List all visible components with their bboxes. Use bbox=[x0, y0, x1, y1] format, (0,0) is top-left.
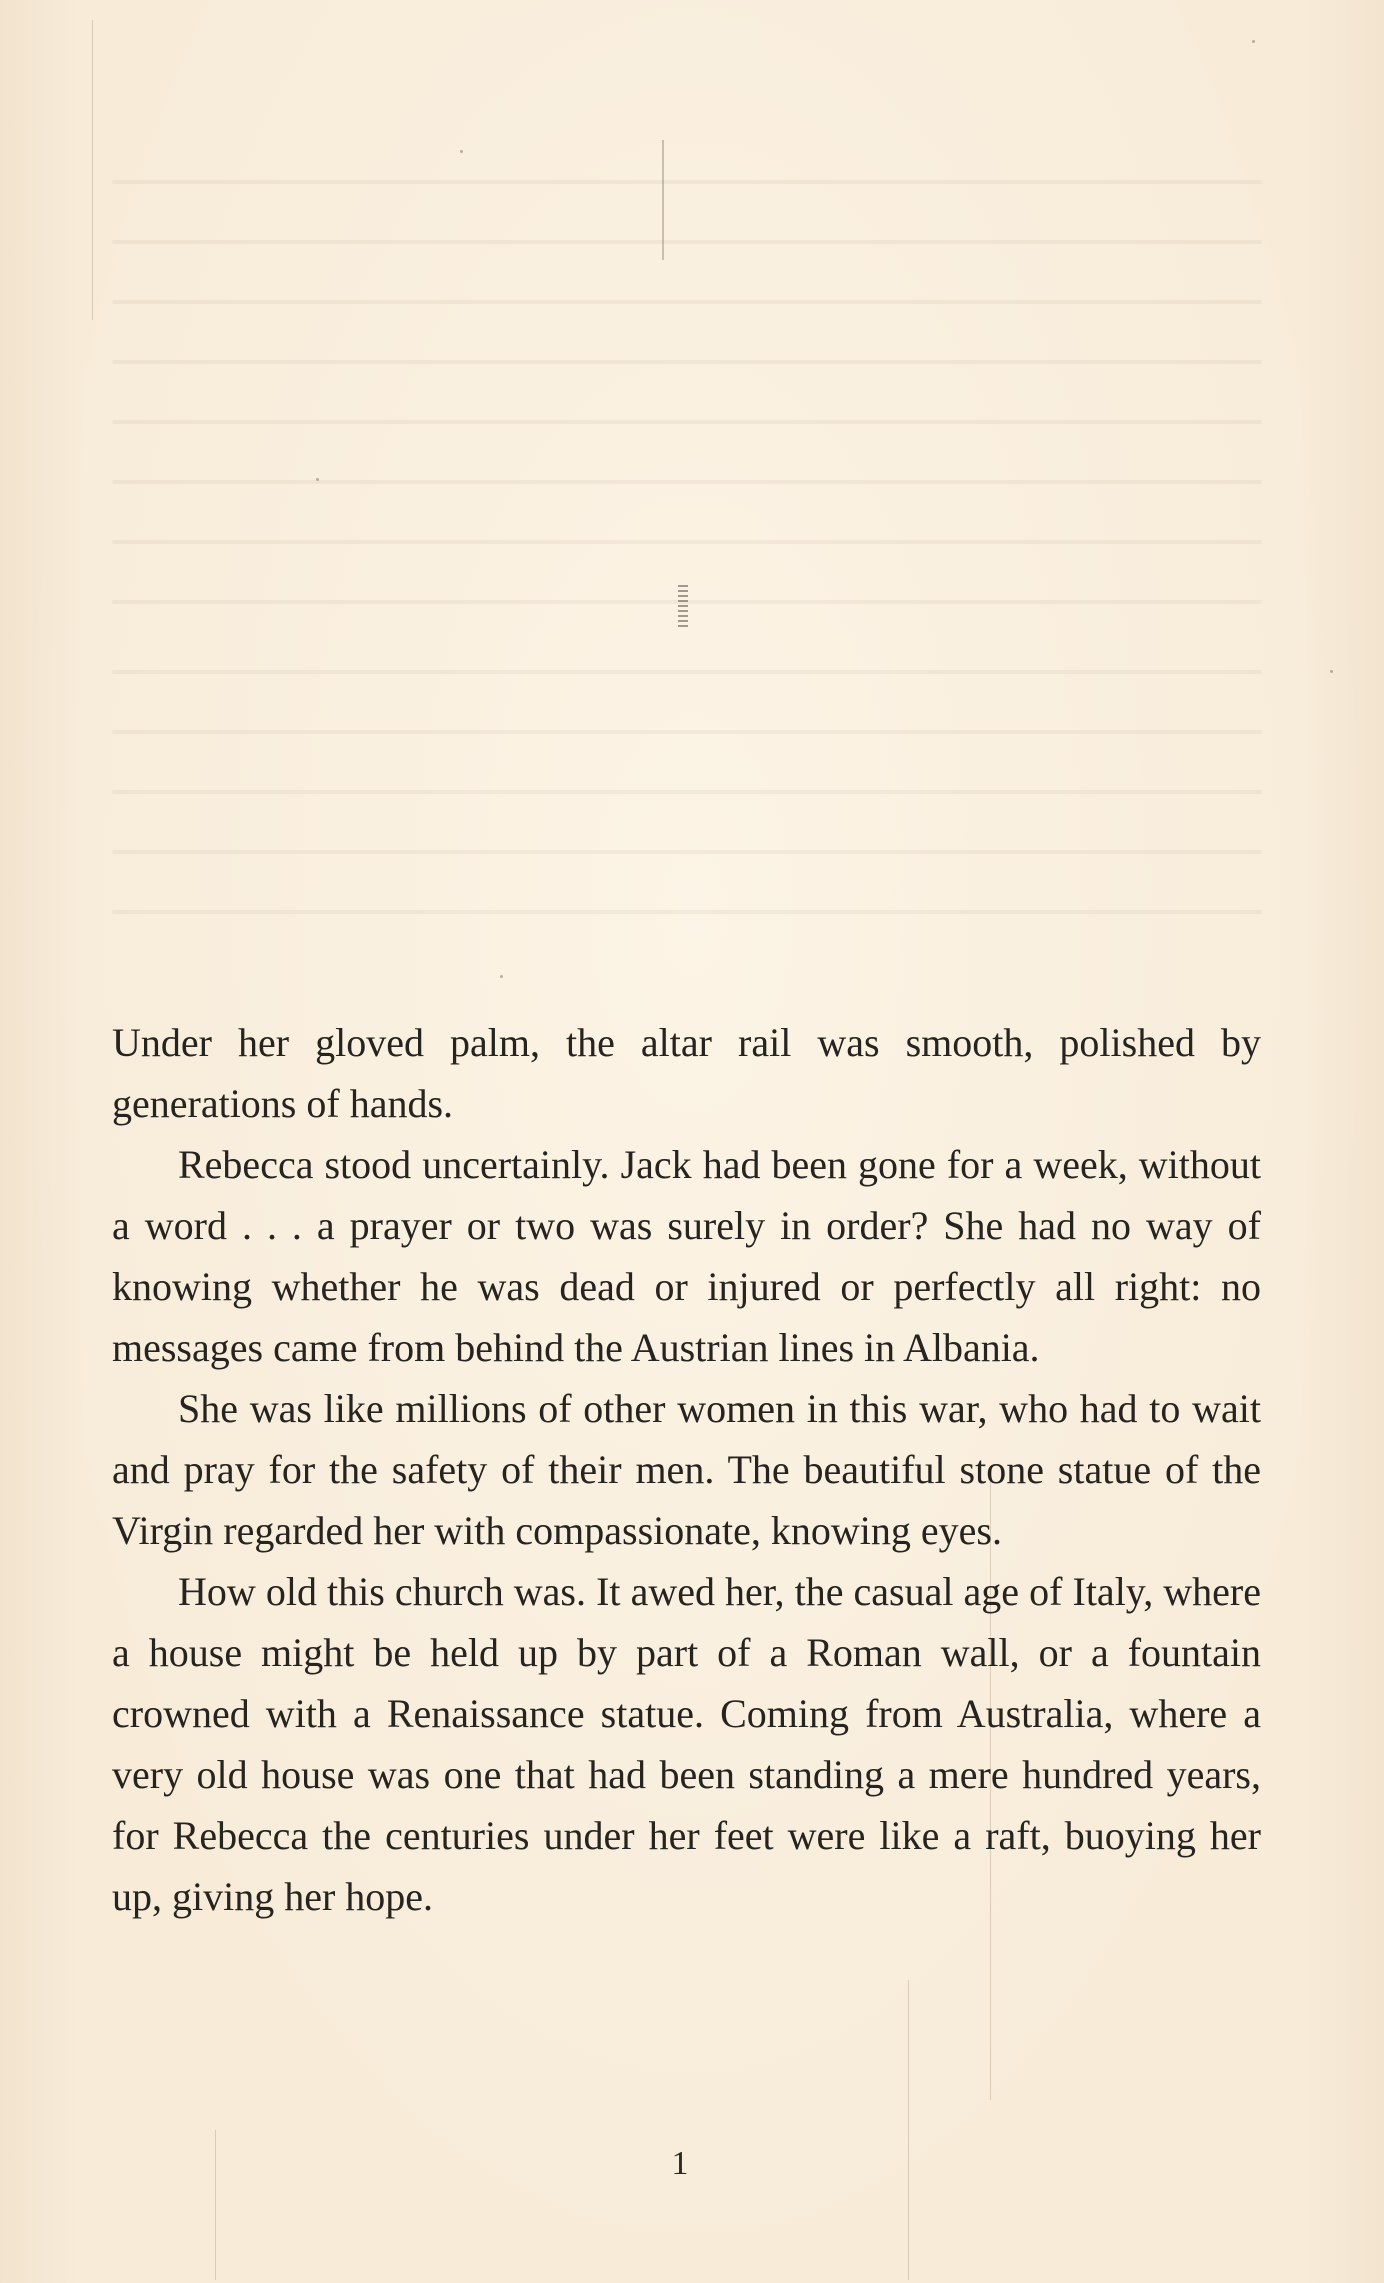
paper-crease bbox=[215, 2130, 216, 2280]
show-through-line bbox=[112, 540, 1262, 544]
paper-speck bbox=[316, 478, 319, 481]
paper-crease bbox=[908, 1980, 909, 2280]
paper-speck bbox=[500, 975, 503, 978]
paper-speck bbox=[1330, 670, 1333, 673]
show-through-line bbox=[112, 850, 1262, 854]
paper-speck bbox=[460, 150, 463, 153]
show-through-line bbox=[112, 240, 1262, 244]
paragraph: How old this church was. It awed her, the casual age of Italy, where a house might be held up by part of a Roman wall, or a fountain crowned with a Renaissance statue. Coming from Australia, where a very old house was one that had been standing a mere hundred years, for Rebecca the centuries under her feet were like a raft, buoying her up, giving her hope. bbox=[112, 1569, 1261, 1919]
show-through-line bbox=[112, 790, 1262, 794]
show-through-line bbox=[112, 180, 1262, 184]
paper-crease bbox=[92, 20, 93, 320]
page-number: 1 bbox=[671, 2145, 689, 2182]
scan-marker bbox=[678, 585, 688, 629]
show-through-line bbox=[112, 730, 1262, 734]
paragraph: Under her gloved palm, the altar rail was smooth, polished by generations of hands. bbox=[112, 1020, 1261, 1126]
show-through-line bbox=[112, 910, 1262, 914]
body-text bbox=[112, 1012, 1261, 1927]
show-through-line bbox=[112, 670, 1262, 674]
paper-scratch bbox=[662, 140, 664, 260]
paragraph: Rebecca stood uncertainly. Jack had been gone for a week, without a word . . . a prayer or two was surely in order? She had no way of knowing whether he was dead or injured or perfectly all right: no messages came from behind the Austrian lines in Albania. bbox=[112, 1142, 1261, 1370]
show-through-line bbox=[112, 300, 1262, 304]
show-through-line bbox=[112, 480, 1262, 484]
paragraph: She was like millions of other women in this war, who had to wait and pray for the safety of their men. The beautiful stone statue of the Virgin regarded her with compassionate, knowing eyes. bbox=[112, 1386, 1261, 1553]
show-through-line bbox=[112, 360, 1262, 364]
paper-speck bbox=[1252, 40, 1255, 43]
show-through-line bbox=[112, 420, 1262, 424]
